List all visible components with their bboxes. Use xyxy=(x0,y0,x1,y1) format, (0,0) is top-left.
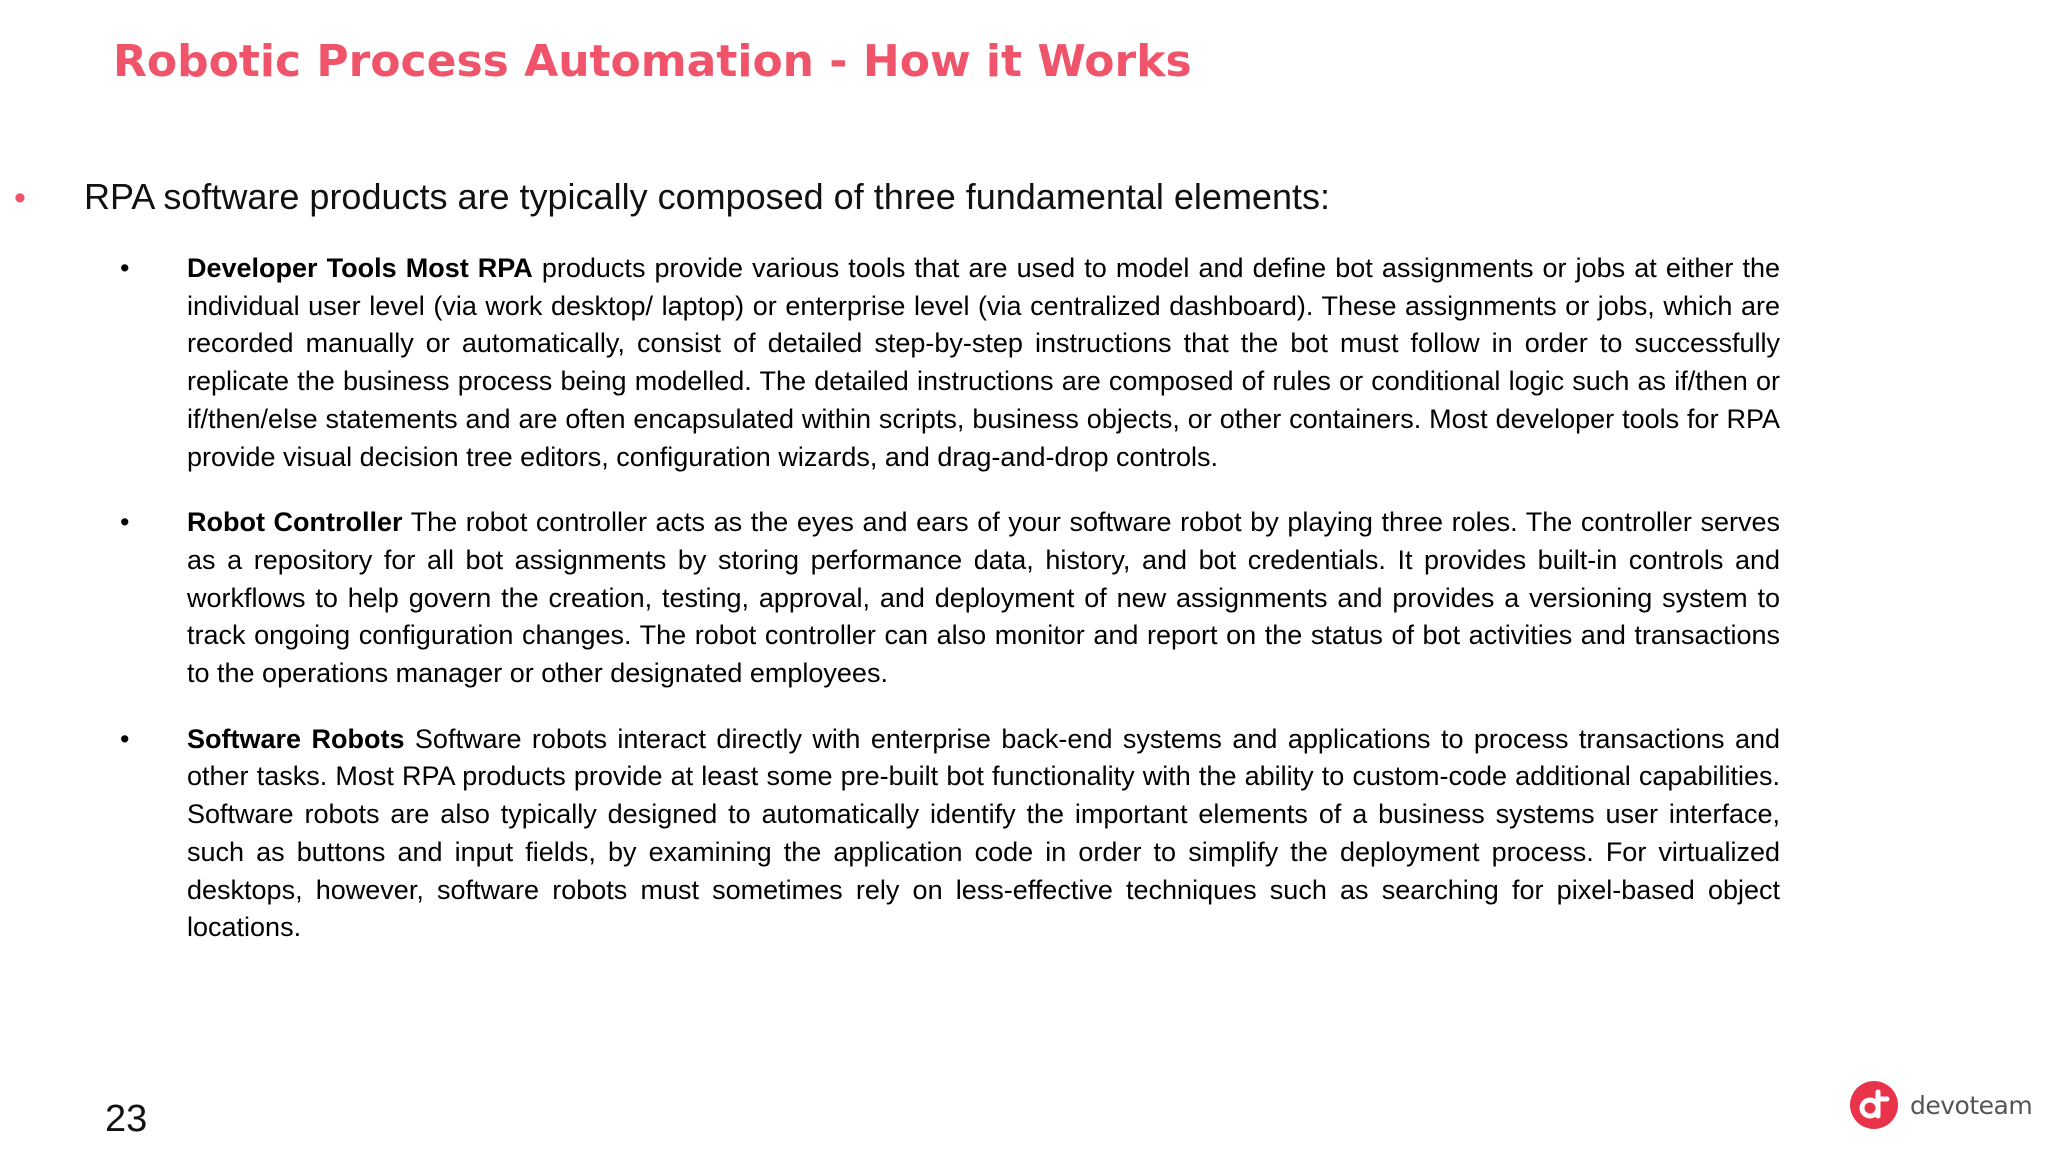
slide-title: Robotic Process Automation - How it Works xyxy=(113,36,1192,87)
element-developer-tools xyxy=(0,250,1780,476)
bullet: • xyxy=(120,723,130,754)
page-number: 23 xyxy=(105,1098,148,1140)
element-robot-controller xyxy=(0,504,1780,693)
devoteam-logo-icon xyxy=(1849,1080,1899,1130)
devoteam-logo xyxy=(1849,1080,2032,1130)
element-body xyxy=(187,504,1780,693)
element-title: Developer Tools Most RPA xyxy=(187,253,533,283)
logo-text: devoteam xyxy=(1910,1090,2033,1120)
element-description: Software robots interact directly with enterprise back-end systems and applications to process transactions and other tasks. Most RPA products provide at least some pre-built bot functionality with the ability to custom-code additional capabilities. Software robots are also typically designed to automatically identify the important elements of a business systems user interface, such as buttons and input fields, by examining the application code in order to simplify the deployment process. For virtualized desktops, however, software robots must sometimes rely on less-effective techniques such as searching for pixel-based object locations. xyxy=(187,723,1780,943)
element-body xyxy=(187,721,1780,947)
element-title: Robot Controller xyxy=(187,507,403,538)
element-software-robots xyxy=(0,721,1780,947)
bullet: • xyxy=(120,507,130,538)
element-title: Software Robots xyxy=(187,723,405,754)
element-body xyxy=(187,250,1780,476)
element-description: The robot controller acts as the eyes and ears of your software robot by playing three roles. The controller serves as a repository for all bot assignments by storing performance data, history, and bot credentials. It provides built-in controls and workflows to help govern the creation, testing, approval, and deployment of new assignments and provides a versioning system to track ongoing configuration changes. The robot controller can also monitor and report on the status of bot activities and transactions to the operations manager or other designated employees. xyxy=(187,507,1780,689)
elements-list xyxy=(0,250,2048,975)
intro-text: RPA software products are typically composed of three fundamental elements: xyxy=(84,176,1330,217)
intro-bullet: • xyxy=(14,179,26,217)
bullet: • xyxy=(120,253,130,283)
element-description: products provide various tools that are used to model and define bot assignments or jobs at either the individual user level (via work desktop/ laptop) or enterprise level (via centralized dashboard). These assignments or jobs, which are recorded manually or automatically, consist of detailed step-by-step instructions that the bot must follow in order to successfully replicate the business process being modelled. The detailed instructions are composed of rules or conditional logic such as if/then or if/then/else statements and are often encapsulated within scripts, business objects, or other containers. Most developer tools for RPA provide visual decision tree editors, configuration wizards, and drag-and-drop controls. xyxy=(187,253,1781,472)
